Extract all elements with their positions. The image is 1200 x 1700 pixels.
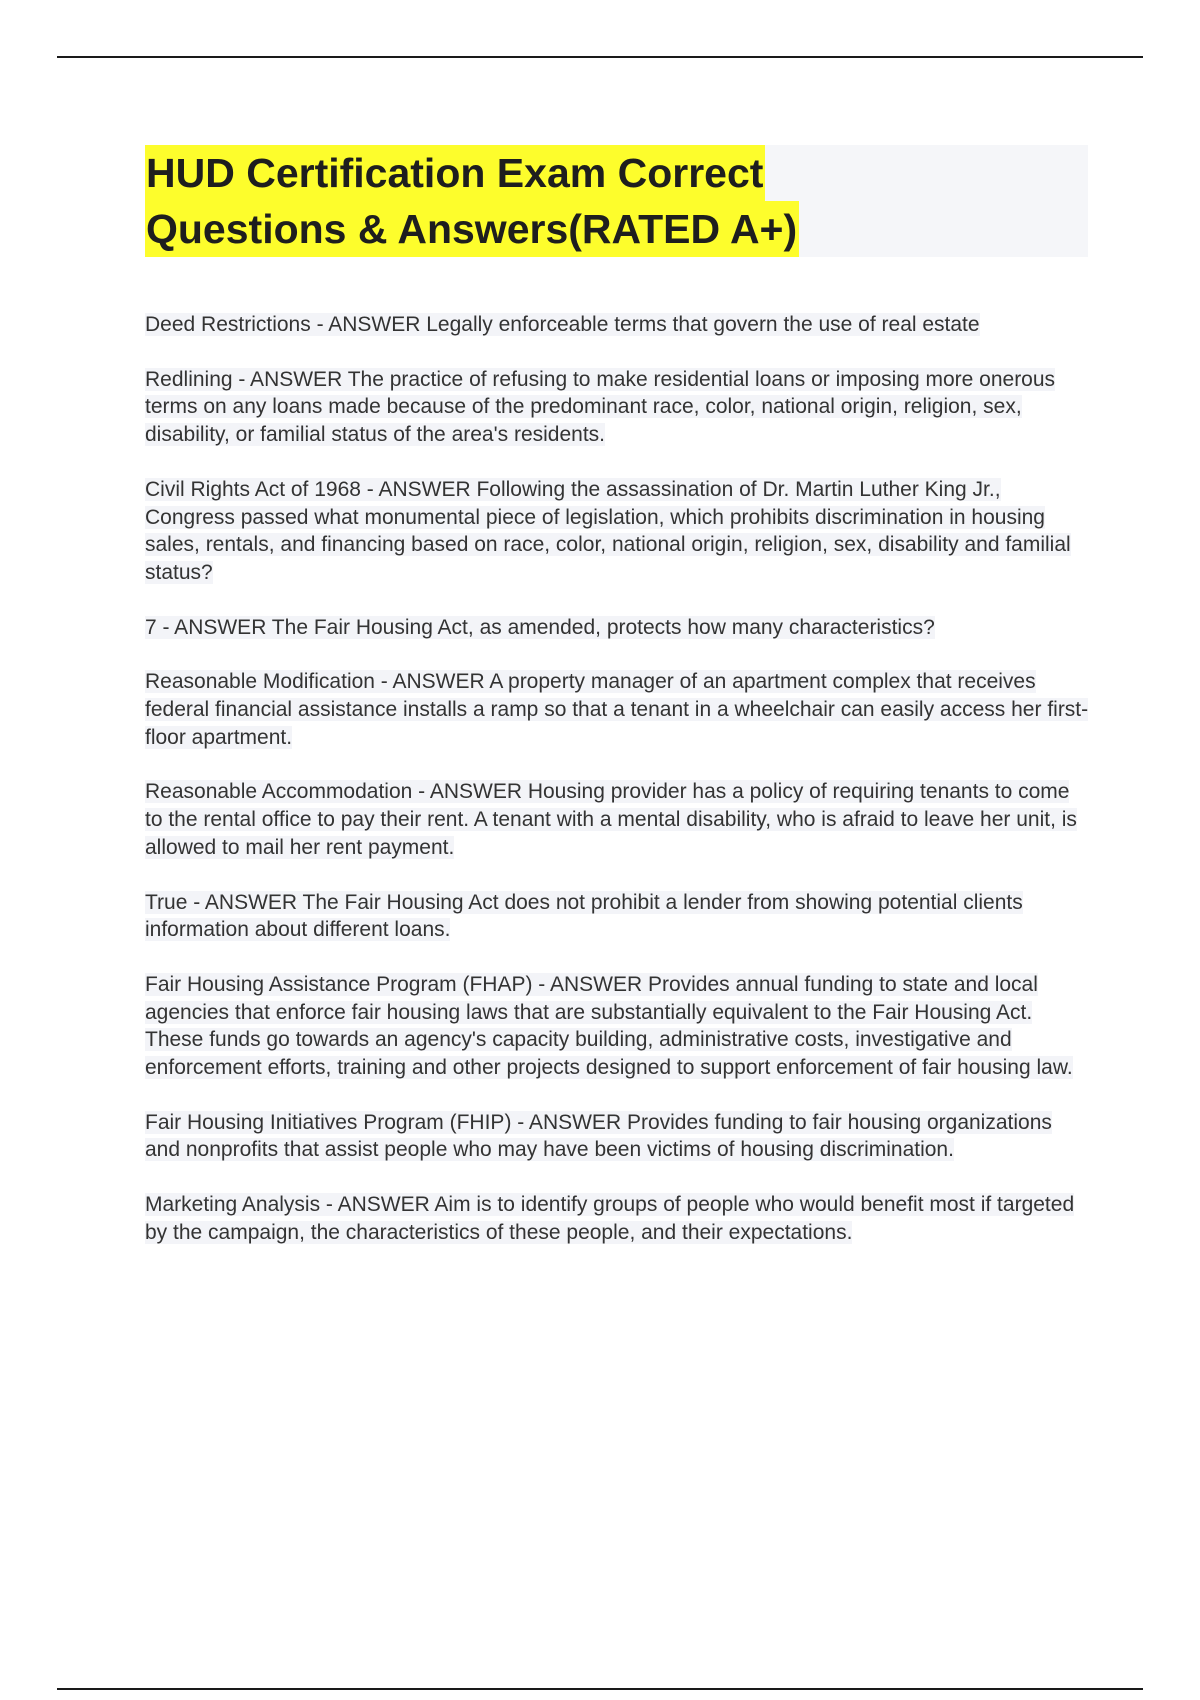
qa-item-deed-restrictions — [145, 311, 1090, 339]
title-block — [145, 145, 1088, 257]
qa-item-marketing-analysis — [145, 1191, 1090, 1246]
qa-text: Civil Rights Act of 1968 - ANSWER Following the assassination of Dr. Martin Luther King Jr., Congress passed what monumental piece of legislation, which prohibits discrimination in housing sales, rentals, and financing based on race, color, national origin, religion, sex, disability and familial status? — [145, 477, 1071, 584]
title-line-2: Questions & Answers(RATED A+) — [145, 201, 799, 257]
top-rule — [57, 56, 1143, 58]
qa-item-civil-rights-act — [145, 476, 1090, 587]
document-title — [145, 145, 1088, 257]
qa-text: Reasonable Accommodation - ANSWER Housing provider has a policy of requiring tenants to come to the rental office to pay their rent. A tenant with a mental disability, who is afraid to leave her unit, is allowed to mail her rent payment. — [145, 780, 1077, 859]
bottom-rule — [57, 1688, 1143, 1690]
qa-item-reasonable-accommodation — [145, 778, 1090, 861]
qa-text: True - ANSWER The Fair Housing Act does not prohibit a lender from showing potential clients information about different loans. — [145, 890, 1023, 942]
title-line-1: HUD Certification Exam Correct — [145, 145, 765, 201]
qa-item-seven-characteristics — [145, 614, 1090, 642]
qa-item-true — [145, 889, 1090, 944]
qa-item-redlining — [145, 366, 1090, 449]
qa-text: Marketing Analysis - ANSWER Aim is to identify groups of people who would benefit most if targeted by the campaign, the characteristics of these people, and their expectations. — [145, 1193, 1075, 1244]
qa-item-fhap — [145, 971, 1090, 1082]
qa-text: Redlining - ANSWER The practice of refusing to make residential loans or imposing more onerous terms on any loans made because of the predominant race, color, national origin, religion, sex, disability, or familial status of the area's residents. — [145, 367, 1056, 447]
qa-item-reasonable-modification — [145, 668, 1090, 751]
qa-item-fhip — [145, 1109, 1090, 1164]
qa-text: Fair Housing Assistance Program (FHAP) - ANSWER Provides annual funding to state and local agencies that enforce fair housing laws that are substantially equivalent to the Fair Housing Act. These funds go towards an agency's capacity building, administrative costs, investigative and enforcement efforts, training and other projects designed to support enforcement of fair housing law. — [145, 972, 1073, 1080]
qa-list — [145, 311, 1090, 1274]
qa-text: Deed Restrictions - ANSWER Legally enforceable terms that govern the use of real estate — [145, 313, 980, 336]
qa-text: Fair Housing Initiatives Program (FHIP) - ANSWER Provides funding to fair housing organizations and nonprofits that assist people who may have been victims of housing discrimination. — [145, 1110, 1052, 1162]
qa-text: 7 - ANSWER The Fair Housing Act, as amended, protects how many characteristics? — [145, 615, 935, 639]
qa-text: Reasonable Modification - ANSWER A property manager of an apartment complex that receives federal financial assistance installs a ramp so that a tenant in a wheelchair can easily access her first-floor apartment. — [145, 670, 1089, 749]
